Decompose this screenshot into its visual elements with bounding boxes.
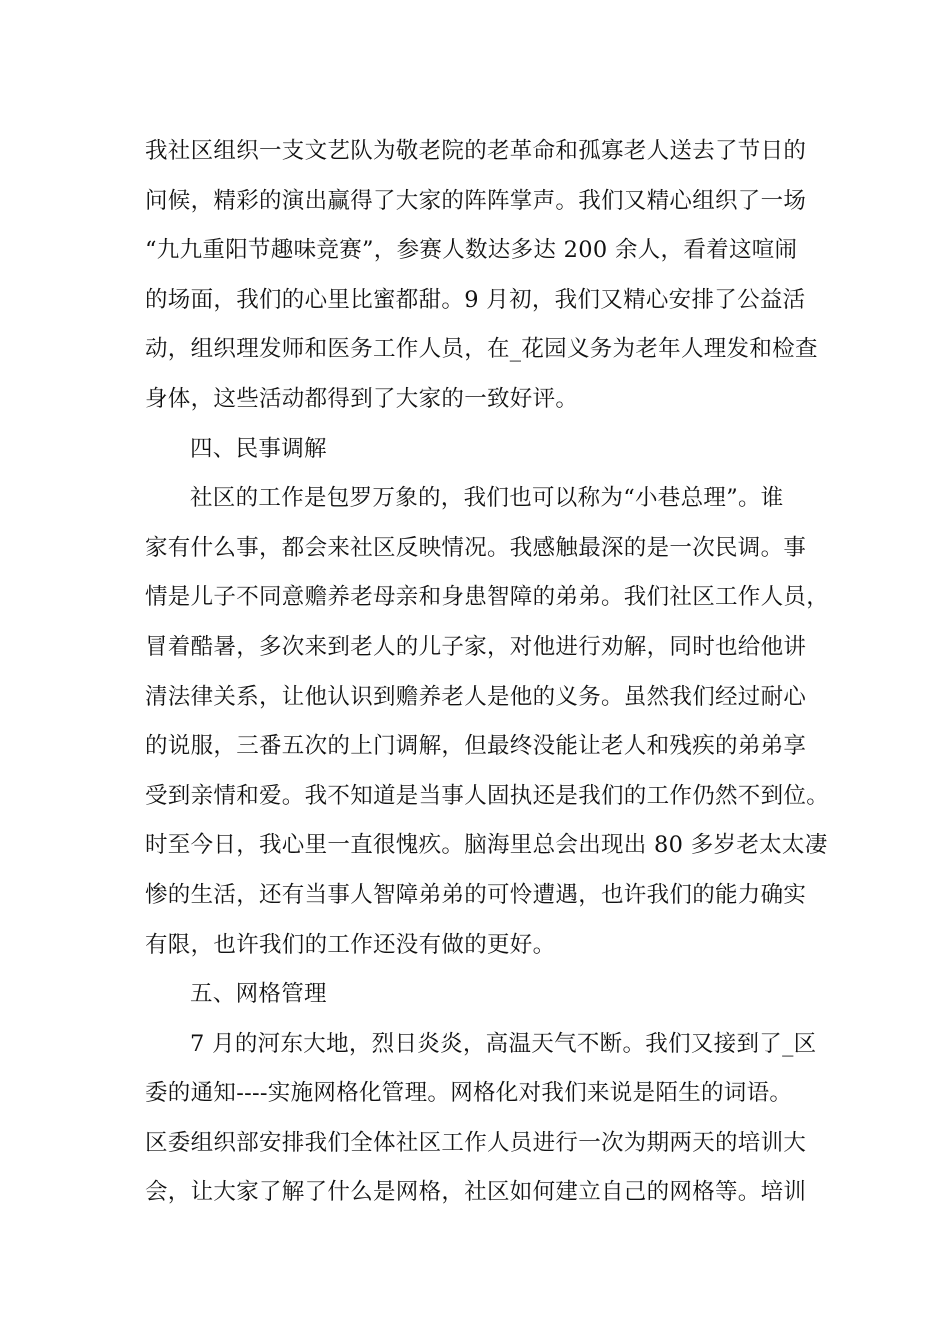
body-line: 冒着酷暑，多次来到老人的儿子家，对他进行劝解，同时也给他讲 — [145, 633, 807, 660]
body-line: 情是儿子不同意赡养老母亲和身患智障的弟弟。我们社区工作人员， — [145, 584, 830, 611]
body-line: 身体，这些活动都得到了大家的一致好评。 — [145, 385, 579, 412]
body-line: 我社区组织一支文艺队为敬老院的老革命和孤寡老人送去了节日的 — [145, 138, 807, 164]
body-line: 的说服，三番五次的上门调解，但最终没能让老人和残疾的弟弟享 — [145, 733, 807, 760]
body-line: 动，组织理发师和医务工作人员，在_花园义务为老年人理发和检查 — [145, 336, 818, 363]
document-body — [145, 127, 830, 1218]
body-line: 会，让大家了解了什么是网格，社区如何建立自己的网格等。培训 — [145, 1179, 807, 1206]
body-line: 时至今日，我心里一直很愧疚。脑海里总会出现出 80 多岁老太太凄 — [145, 832, 828, 859]
body-line: 受到亲情和爱。我不知道是当事人固执还是我们的工作仍然不到位。 — [145, 782, 830, 809]
body-line: 清法律关系，让他认识到赡养老人是他的义务。虽然我们经过耐心 — [145, 683, 807, 710]
body-line: 委的通知----实施网格化管理。网格化对我们来说是陌生的词语。 — [145, 1080, 793, 1107]
body-line: 惨的生活，还有当事人智障弟弟的可怜遭遇，也许我们的能力确实 — [145, 881, 807, 908]
body-line: 问候，精彩的演出赢得了大家的阵阵掌声。我们又精心组织了一场 — [145, 187, 807, 214]
body-line: 家有什么事，都会来社区反映情况。我感触最深的是一次民调。事 — [145, 534, 807, 561]
section-heading-mediation: 四、民事调解 — [190, 435, 327, 462]
paragraph-start: 7 月的河东大地，烈日炎炎，高温天气不断。我们又接到了_区 — [190, 1030, 817, 1057]
body-line: 区委组织部安排我们全体社区工作人员进行一次为期两天的培训大 — [145, 1129, 807, 1156]
body-line: 的场面，我们的心里比蜜都甜。9 月初，我们又精心安排了公益活 — [145, 286, 806, 313]
body-line: 有限，也许我们的工作还没有做的更好。 — [145, 931, 556, 958]
body-line: “九九重阳节趣味竞赛”，参赛人数达多达 200 余人，看着这喧闹 — [145, 237, 798, 264]
section-heading-grid: 五、网格管理 — [190, 981, 327, 1008]
paragraph-start: 社区的工作是包罗万象的，我们也可以称为“小巷总理”。谁 — [190, 485, 784, 512]
